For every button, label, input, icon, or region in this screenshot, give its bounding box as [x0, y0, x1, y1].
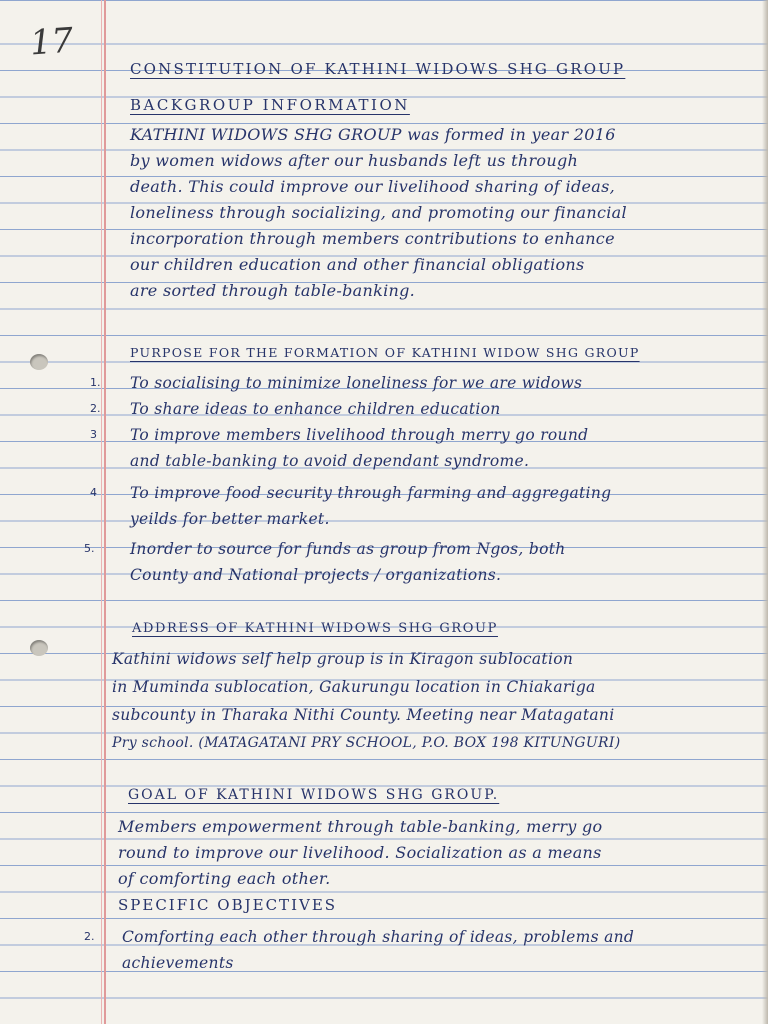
background-line: our children education and other financial obligations	[130, 255, 585, 274]
document-title: CONSTITUTION OF KATHINI WIDOWS SHG GROUP	[130, 60, 626, 78]
background-line: death. This could improve our livelihood sharing of ideas,	[130, 177, 616, 196]
purpose-item-line: To improve members livelihood through merry go round	[130, 426, 589, 444]
goal-line: Members empowerment through table-banking, merry go	[118, 817, 603, 836]
purpose-item-line: County and National projects / organizations.	[130, 566, 502, 584]
punch-hole-bottom	[30, 640, 48, 656]
objective-line: achievements	[122, 954, 234, 972]
page-number: 17	[28, 20, 75, 64]
goal-heading: GOAL OF KATHINI WIDOWS SHG GROUP.	[128, 787, 500, 803]
address-line: Kathini widows self help group is in Kiragon sublocation	[112, 650, 574, 668]
punch-hole-top	[30, 354, 48, 370]
background-line: incorporation through members contributions to enhance	[130, 229, 615, 248]
specific-objectives-heading: SPECIFIC OBJECTIVES	[118, 896, 338, 914]
background-line: KATHINI WIDOWS SHG GROUP was formed in year 2016	[130, 125, 616, 144]
margin-line-inner	[101, 0, 102, 1024]
address-line: Pry school. (MATAGATANI PRY SCHOOL, P.O. BOX 198 KITUNGURI)	[112, 735, 621, 751]
purpose-item-line: and table-banking to avoid dependant syndrome.	[130, 452, 530, 470]
background-line: are sorted through table-banking.	[130, 281, 416, 300]
purpose-item-line: To improve food security through farming and aggregating	[130, 484, 612, 502]
page-edge-shadow	[762, 0, 768, 1024]
goal-line: round to improve our livelihood. Socialization as a means	[118, 843, 602, 862]
purpose-item-line: To share ideas to enhance children education	[130, 400, 501, 418]
purpose-item-line: To socialising to minimize loneliness for we are widows	[130, 374, 583, 392]
background-line: loneliness through socializing, and promoting our financial	[130, 203, 627, 222]
purpose-item-number: 2.	[90, 402, 101, 415]
address-line: subcounty in Tharaka Nithi County. Meeting near Matagatani	[112, 706, 615, 724]
purpose-item-number: 4	[90, 486, 97, 499]
objective-number: 2.	[84, 930, 95, 943]
purpose-item-number: 5.	[84, 542, 95, 555]
address-heading: ADDRESS OF KATHINI WIDOWS SHG GROUP	[132, 621, 498, 636]
purpose-item-line: yeilds for better market.	[130, 510, 330, 528]
background-line: by women widows after our husbands left us through	[130, 151, 579, 170]
margin-line	[104, 0, 106, 1024]
purpose-item-number: 1.	[90, 376, 101, 389]
purpose-heading: PURPOSE FOR THE FORMATION OF KATHINI WIDOW SHG GROUP	[130, 345, 640, 360]
background-heading: BACKGROUP INFORMATION	[130, 96, 410, 114]
purpose-item-number: 3	[90, 428, 97, 441]
purpose-item-line: Inorder to source for funds as group from Ngos, both	[130, 540, 566, 558]
goal-line: of comforting each other.	[118, 869, 331, 888]
objective-line: Comforting each other through sharing of ideas, problems and	[122, 928, 635, 946]
address-line: in Muminda sublocation, Gakurungu location in Chiakariga	[112, 678, 596, 696]
